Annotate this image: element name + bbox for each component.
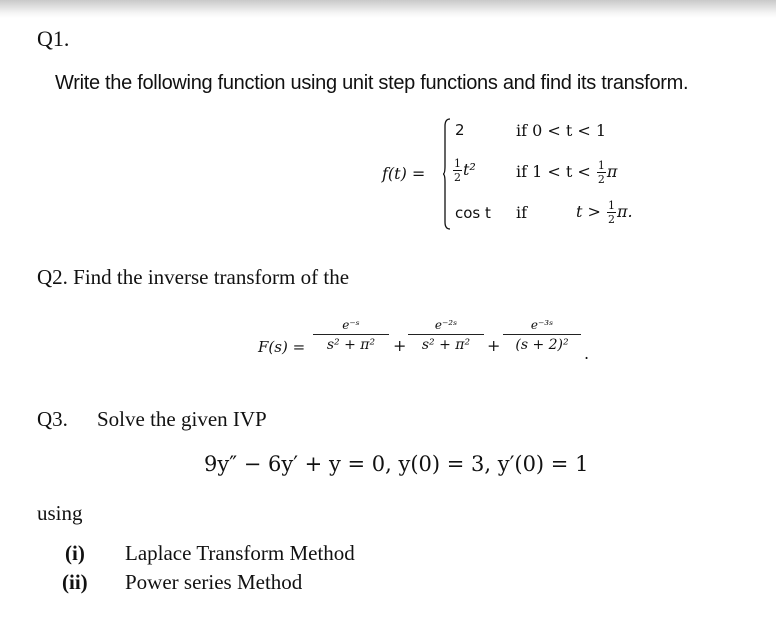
case3-if: if (516, 203, 528, 222)
case1-condition: if 0 < t < 1 (516, 121, 607, 140)
method-1-number: (i) (65, 541, 85, 565)
left-brace (443, 118, 451, 230)
term3-fraction: e⁻³ˢ (s + 2)² (503, 318, 581, 353)
using-label: using (37, 501, 83, 525)
method-1-text: Laplace Transform Method (125, 541, 355, 565)
half-fraction: $\frac{1}{2}$ (454, 157, 461, 184)
case1-value: 2 (455, 121, 465, 139)
piecewise-function-name: f(t) = (382, 164, 426, 183)
method-2-text: Power series Method (125, 570, 303, 594)
term1-fraction: e⁻ˢ s² + π² (313, 318, 389, 353)
method-2-number: (ii) (62, 570, 88, 594)
ivp-equation: 9y″ − 6y′ + y = 0, y(0) = 3, y′(0) = 1 (204, 452, 589, 476)
top-shadow-bar (0, 0, 776, 18)
plus-sign-2: + (487, 336, 501, 355)
q3-title: Solve the given IVP (97, 407, 267, 431)
end-period: . (584, 344, 590, 363)
q2-lhs: F(s) = (258, 338, 306, 356)
case2-value: $\frac{1}{2}$ t² (454, 157, 476, 184)
case3-condition: t > $\frac{1}{2}$ π. (576, 199, 633, 226)
q1-label: Q1. (37, 26, 70, 51)
q3-label: Q3. (37, 407, 68, 431)
q2-label: Q2. Find the inverse transform of the (37, 265, 350, 289)
case2-condition: if 1 < t < $\frac{1}{2}$ π (516, 159, 618, 186)
q1-text: Write the following function using unit step functions and find its transform. (55, 72, 689, 94)
plus-sign-1: + (393, 336, 407, 355)
case3-value: cos t (455, 204, 491, 222)
term2-fraction: e⁻²ˢ s² + π² (408, 318, 484, 353)
